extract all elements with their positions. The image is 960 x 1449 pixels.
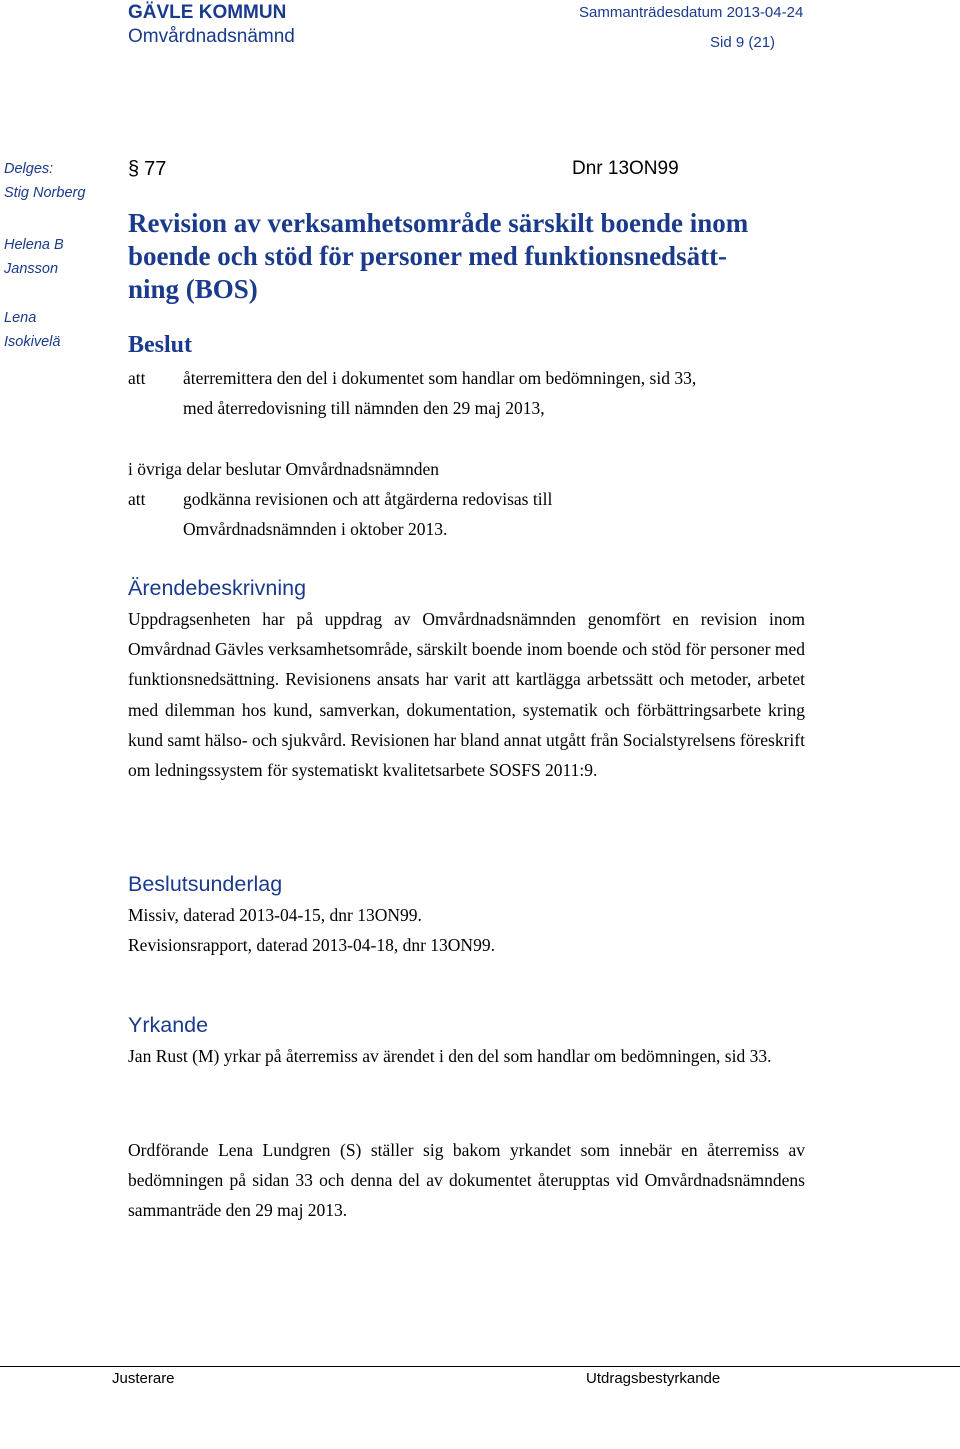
decision-heading: Beslut [128,332,193,358]
basis-heading: Beslutsunderlag [128,872,283,896]
footer-certification-label: Utdragsbestyrkande [586,1370,721,1387]
description-text: Uppdragsenheten har på uppdrag av Omvårdnadsnämnden genomfört en revision inom Omvårdnad Gävles verksamhetsområde, särskilt boende inom boende och stöd för personer med funktionsnedsättning. Revisionens ansats har varit att kartlägga arbetssätt och metoder, arbetet med dilemman hos kund, samverkan, dokumentation, systematik och förbättringsarbete kring kund samt hälso- och sjukvård. Revisionen har bland annat utgått från Socialstyrelsens föreskrift om ledningssystem för systematiskt kvalitetsarbete SOSFS 2011:9. [128,609,805,781]
basis-item: Missiv, daterad 2013-04-15, dnr 13ON99. [128,905,422,925]
distribution-name: Helena B [4,237,64,253]
decision-intro: i övriga delar beslutar Omvårdnadsnämnden [128,459,440,479]
motion-paragraph: Ordförande Lena Lundgren (S) ställer sig bakom yrkandet som innebär en återremiss av bedömningen på sidan 33 och denna del av dokumentet återupptas vid Omvårdnadsnämndens sammanträde den 29 maj 2013. [128,1140,805,1221]
case-title-line: boende och stöd för personer med funktionsnedsätt- [128,241,728,271]
distribution-name: Lena [4,310,37,326]
section-paragraph [128,158,166,181]
decision-att: att [128,489,146,509]
motions-heading: Yrkande [128,1013,209,1037]
decision-item-line: med återredovisning till nämnden den 29 maj 2013, [183,398,545,418]
case-number: Dnr 13ON99 [572,158,679,179]
footer-divider [0,1366,960,1367]
distribution-name: Isokivelä [4,334,61,350]
meeting-date: Sammanträdesdatum 2013-04-24 [579,4,804,21]
decision-item-line: Omvårdnadsnämnden i oktober 2013. [183,519,448,539]
case-title [128,207,808,306]
decision-item-1 [183,363,803,423]
decision-item-line: återremittera den del i dokumentet som handlar om bedömningen, sid 33, [183,368,697,388]
board-name: Omvårdnadsnämnd [128,26,295,47]
decision-item-2 [183,484,803,544]
description-heading: Ärendebeskrivning [128,576,307,600]
paragraph-number: 77 [144,158,167,180]
footer-adjuster-label: Justerare [112,1370,175,1387]
basis-item: Revisionsrapport, daterad 2013-04-18, dnr 13ON99. [128,935,495,955]
page-number: Sid 9 (21) [710,34,776,51]
motion-paragraph: Jan Rust (M) yrkar på återremiss av ärendet i den del som handlar om bedömningen, sid 33. [128,1046,772,1066]
distribution-name: Jansson [4,261,59,277]
section-sign-icon: § [128,158,140,180]
case-title-line: Revision av verksamhetsområde särskilt boende inom [128,208,749,238]
organization-name: GÄVLE KOMMUN [128,2,287,23]
distribution-name: Stig Norberg [4,185,86,201]
case-title-line: ning (BOS) [128,274,258,304]
distribution-label: Delges: [4,161,54,177]
decision-att: att [128,368,146,388]
decision-item-line: godkänna revisionen och att åtgärderna redovisas till [183,489,553,509]
